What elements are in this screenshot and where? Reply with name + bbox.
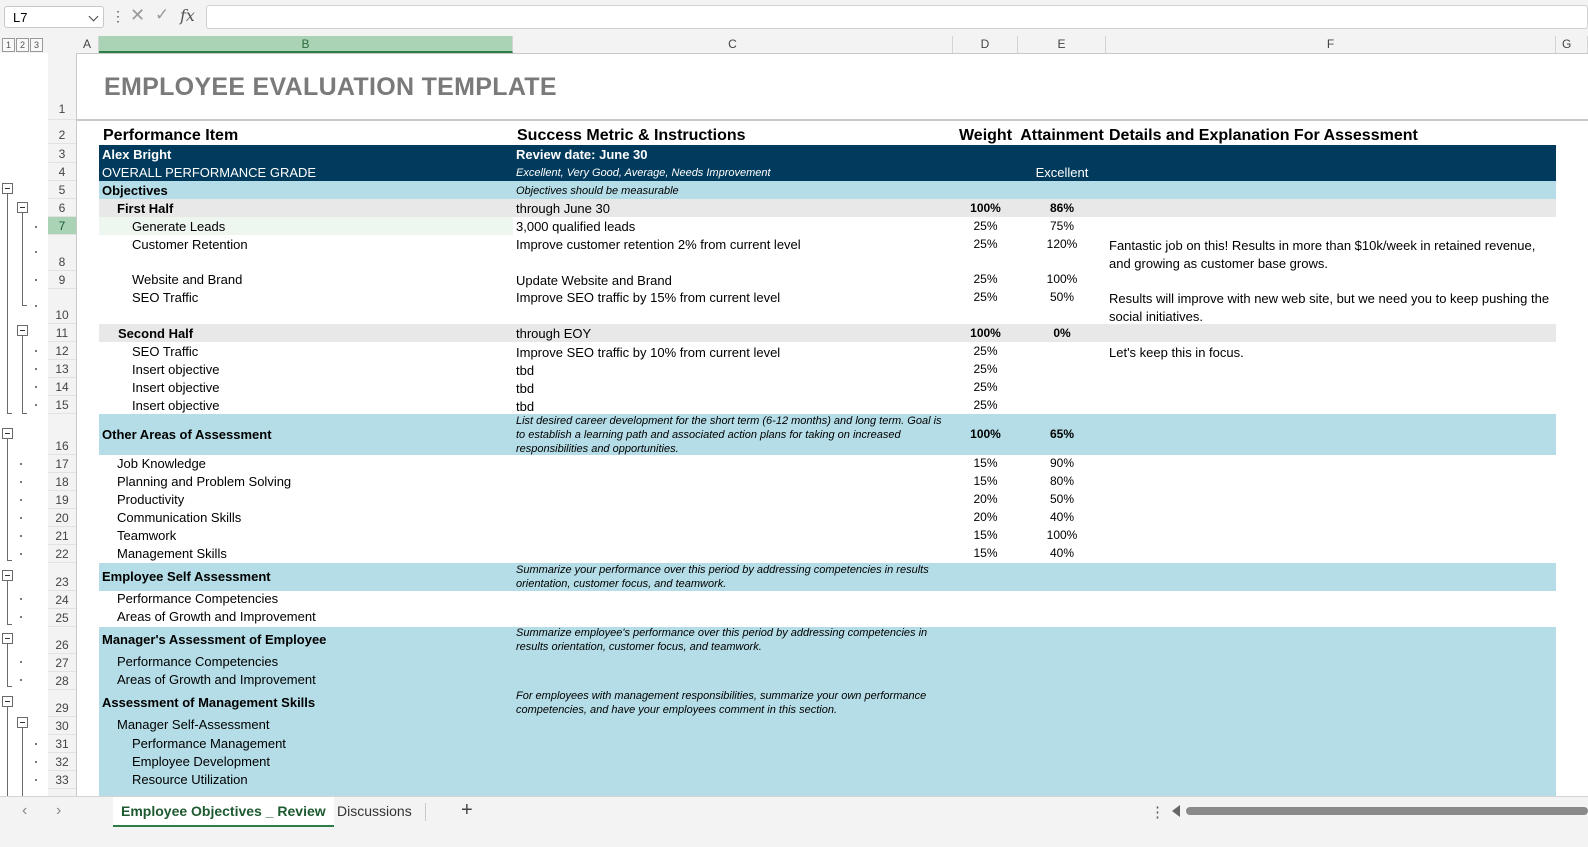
header-success-metric: Success Metric & Instructions — [517, 127, 746, 144]
column-header-bar — [0, 36, 1588, 54]
objective-details: and growing as customer base grows. — [1109, 256, 1328, 271]
section-other-areas: Other Areas of Assessment — [102, 427, 272, 442]
scroll-left-icon[interactable] — [1172, 805, 1180, 817]
objective-item: SEO Traffic — [132, 290, 199, 305]
overall-grade-value: Excellent — [1035, 165, 1089, 180]
objective-metric: Improve SEO traffic by 15% from current level — [516, 290, 781, 305]
objective-item: Insert objective — [132, 398, 220, 413]
column-header-c[interactable]: C — [513, 36, 953, 53]
name-box[interactable] — [4, 6, 104, 28]
objective-item: Customer Retention — [132, 237, 248, 252]
outline-level-3-button[interactable]: 3 — [30, 38, 43, 52]
section-management-skills: Assessment of Management Skills — [102, 695, 316, 710]
management-skills-note: competencies, and have your employees comment in this section. — [516, 704, 837, 716]
chevron-down-icon[interactable] — [89, 12, 99, 22]
management-skill-item: Employee Development — [132, 754, 271, 769]
objective-details: Results will improve with new web site, but we need you to keep pushing the — [1109, 291, 1550, 306]
row-header[interactable]: 13 — [48, 360, 76, 378]
assessment-attainment: 40% — [1049, 510, 1075, 524]
objective-item: Insert objective — [132, 362, 220, 377]
name-box-value: L7 — [13, 10, 28, 25]
assessment-weight: 20% — [973, 510, 998, 524]
objective-weight: 25% — [973, 237, 998, 251]
objective-metric: tbd — [516, 399, 535, 414]
formula-input[interactable] — [206, 5, 1588, 29]
row-header[interactable]: 3 — [48, 145, 76, 163]
objective-attainment: 75% — [1049, 219, 1075, 233]
collapse-other-areas-button[interactable] — [2, 428, 13, 439]
objective-attainment: 50% — [1049, 290, 1075, 304]
manager-assessment-note: Summarize employee's performance over this period by addressing competencies in — [516, 627, 928, 639]
manager-self-assessment-label: Manager Self-Assessment — [117, 717, 270, 732]
row-header[interactable]: 22 — [48, 545, 76, 563]
sheet-tab-active[interactable] — [113, 797, 334, 827]
outline-gutter — [0, 53, 49, 796]
column-header-f[interactable]: F — [1106, 36, 1556, 53]
self-assessment-item: Performance Competencies — [117, 591, 279, 606]
row-header-selected[interactable]: 7 — [48, 217, 76, 235]
assessment-item: Planning and Problem Solving — [117, 474, 292, 489]
row-header[interactable]: 33 — [48, 771, 76, 789]
overall-grade-label: OVERALL PERFORMANCE GRADE — [102, 165, 317, 180]
row-header[interactable]: 14 — [48, 378, 76, 396]
objective-details: social initiatives. — [1109, 309, 1203, 324]
column-header-d[interactable]: D — [953, 36, 1018, 53]
assessment-attainment: 50% — [1049, 492, 1075, 506]
row-header[interactable]: 27 — [48, 654, 76, 672]
row-header[interactable]: 10 — [48, 289, 76, 324]
column-header-e[interactable]: E — [1018, 36, 1106, 53]
objective-weight: 25% — [973, 272, 998, 286]
assessment-attainment: 40% — [1049, 546, 1075, 560]
row-header[interactable]: 29 — [48, 690, 76, 717]
row-header[interactable]: 11 — [48, 324, 76, 342]
objective-attainment: 100% — [1046, 272, 1078, 286]
row-header[interactable]: 2 — [48, 126, 76, 144]
column-header-a[interactable]: A — [76, 36, 99, 53]
sheet-tab-bar — [0, 796, 1588, 830]
row-header[interactable]: 32 — [48, 753, 76, 771]
review-date: Review date: June 30 — [516, 147, 648, 162]
page-title: EMPLOYEE EVALUATION TEMPLATE — [104, 73, 557, 101]
row-header[interactable]: 4 — [48, 163, 76, 181]
section-manager-assessment: Manager's Assessment of Employee — [102, 632, 327, 647]
second-half-attainment: 0% — [1053, 326, 1071, 340]
collapse-second-half-button[interactable] — [17, 325, 28, 336]
collapse-self-assessment-button[interactable] — [2, 570, 13, 581]
column-header-g[interactable]: G — [1556, 36, 1588, 53]
objectives-band — [99, 181, 1556, 199]
section-self-assessment: Employee Self Assessment — [102, 569, 271, 584]
first-half-metric: through June 30 — [516, 201, 610, 216]
first-half-label: First Half — [117, 201, 174, 216]
second-half-band — [99, 324, 1556, 342]
row-header[interactable]: 12 — [48, 342, 76, 360]
sheet-tab-label: Employee Objectives _ Review — [121, 803, 326, 819]
cancel-icon[interactable]: ✕ — [130, 5, 146, 25]
manager-assessment-item: Performance Competencies — [117, 654, 279, 669]
more-options-icon[interactable]: ⋮ — [111, 8, 125, 24]
row-header[interactable]: 16 — [48, 414, 76, 455]
management-skill-item: Resource Utilization — [132, 772, 248, 787]
objective-metric: 3,000 qualified leads — [516, 219, 636, 234]
second-half-weight: 100% — [970, 326, 1001, 340]
collapse-manager-self-assessment-button[interactable] — [17, 717, 28, 728]
row-header[interactable]: 15 — [48, 396, 76, 414]
objective-metric: tbd — [516, 363, 535, 378]
objective-weight: 25% — [973, 290, 998, 304]
management-skill-item: Performance Management — [132, 736, 286, 751]
assessment-weight: 20% — [973, 492, 998, 506]
first-half-attainment: 86% — [1049, 201, 1075, 215]
status-bar — [0, 829, 1588, 847]
assessment-item: Teamwork — [117, 528, 177, 543]
assessment-attainment: 80% — [1049, 474, 1075, 488]
row-header-bar — [48, 53, 77, 796]
objective-metric: Update Website and Brand — [516, 273, 672, 288]
self-assessment-item: Areas of Growth and Improvement — [117, 609, 316, 624]
self-assessment-note: Summarize your performance over this period by addressing competencies in results — [516, 564, 929, 576]
row-header[interactable]: 6 — [48, 199, 76, 217]
row-header[interactable]: 20 — [48, 509, 76, 527]
outline-level-1-button[interactable]: 1 — [2, 38, 15, 52]
objective-metric: Improve customer retention 2% from current level — [516, 237, 801, 252]
outline-level-2-button[interactable]: 2 — [16, 38, 29, 52]
header-weight: Weight — [958, 127, 1013, 144]
row-header[interactable]: 1 — [48, 53, 76, 120]
objective-weight: 25% — [973, 219, 998, 233]
sheet-tab[interactable] — [337, 797, 412, 825]
overall-grade-scale: Excellent, Very Good, Average, Needs Improvement — [516, 167, 771, 179]
assessment-weight: 15% — [973, 546, 998, 560]
add-sheet-button[interactable]: + — [461, 799, 473, 821]
more-options-icon[interactable]: ⋮ — [1150, 804, 1165, 821]
objectives-note: Objectives should be measurable — [516, 185, 679, 197]
objective-weight: 25% — [973, 344, 998, 358]
scroll-tabs-left-icon[interactable]: ‹ — [22, 802, 28, 819]
row-header[interactable]: 31 — [48, 735, 76, 753]
spreadsheet-grid[interactable] — [76, 53, 1588, 796]
objective-metric: Improve SEO traffic by 10% from current level — [516, 345, 781, 360]
header-attainment: Attainment — [1020, 127, 1104, 144]
row-header[interactable]: 5 — [48, 181, 76, 199]
objective-item: Website and Brand — [132, 272, 243, 287]
second-half-metric: through EOY — [516, 326, 592, 341]
row-header[interactable]: 24 — [48, 591, 76, 609]
row-header[interactable]: 23 — [48, 563, 76, 591]
manager-assessment-note: results orientation, customer focus, and teamwork. — [516, 641, 762, 653]
other-areas-attainment: 65% — [1049, 427, 1075, 441]
collapse-management-skills-button[interactable] — [2, 696, 13, 707]
collapse-objectives-button[interactable] — [2, 183, 13, 194]
collapse-manager-assessment-button[interactable] — [2, 633, 13, 644]
header-details: Details and Explanation For Assessment — [1109, 127, 1418, 144]
first-half-weight: 100% — [970, 201, 1001, 215]
objective-item: Insert objective — [132, 380, 220, 395]
assessment-weight: 15% — [973, 474, 998, 488]
horizontal-scrollbar[interactable] — [1186, 807, 1588, 815]
row-header[interactable]: 26 — [48, 627, 76, 654]
assessment-attainment: 90% — [1049, 456, 1075, 470]
assessment-item: Communication Skills — [117, 510, 242, 525]
collapse-first-half-button[interactable] — [17, 202, 28, 213]
column-header-b[interactable]: B — [99, 36, 513, 53]
formula-bar — [0, 0, 1588, 37]
assessment-item: Management Skills — [117, 546, 227, 561]
assessment-item: Productivity — [117, 492, 185, 507]
row-header[interactable]: 8 — [48, 235, 76, 271]
row-header[interactable]: 21 — [48, 527, 76, 545]
objective-item: SEO Traffic — [132, 344, 199, 359]
header-band — [99, 145, 1556, 181]
assessment-weight: 15% — [973, 528, 998, 542]
section-objectives: Objectives — [102, 183, 168, 198]
objective-details: Fantastic job on this! Results in more than $10k/week in retained revenue, — [1109, 238, 1536, 253]
manager-assessment-item: Areas of Growth and Improvement — [117, 672, 316, 687]
assessment-attainment: 100% — [1046, 528, 1078, 542]
self-assessment-note: orientation, customer focus, and teamwork. — [516, 578, 727, 590]
row-header[interactable]: 19 — [48, 491, 76, 509]
objective-details: Let's keep this in focus. — [1109, 345, 1244, 360]
row-header[interactable]: 28 — [48, 672, 76, 690]
objective-item: Generate Leads — [132, 219, 226, 234]
header-performance-item: Performance Item — [103, 127, 239, 144]
objective-attainment: 120% — [1046, 237, 1078, 251]
employee-name: Alex Bright — [102, 147, 172, 162]
scroll-tabs-right-icon[interactable]: › — [56, 802, 62, 819]
objective-weight: 25% — [973, 362, 998, 376]
confirm-icon[interactable]: ✓ — [155, 5, 170, 24]
assessment-weight: 15% — [973, 456, 998, 470]
insert-function-icon[interactable]: fx — [180, 6, 195, 25]
objective-weight: 25% — [973, 398, 998, 412]
other-areas-note: to establish a learning path and associated action plans for taking on increased — [516, 429, 901, 441]
row-header[interactable]: 17 — [48, 455, 76, 473]
management-skills-note: For employees with management responsibilities, summarize your own performance — [516, 690, 927, 702]
first-half-band — [99, 199, 1556, 217]
row-header[interactable]: 9 — [48, 271, 76, 289]
objective-metric: tbd — [516, 381, 535, 396]
row-header[interactable]: 25 — [48, 609, 76, 627]
row-header[interactable]: 18 — [48, 473, 76, 491]
other-areas-note: List desired career development for the short term (6-12 months) and long term. Goal is — [516, 415, 942, 427]
objective-weight: 25% — [973, 380, 998, 394]
sheet-tab-label: Discussions — [337, 803, 412, 819]
assessment-item: Job Knowledge — [117, 456, 206, 471]
other-areas-note: responsibilities and opportunities. — [516, 443, 679, 455]
other-areas-weight: 100% — [970, 427, 1001, 441]
row-header[interactable]: 30 — [48, 717, 76, 735]
second-half-label: Second Half — [118, 326, 194, 341]
